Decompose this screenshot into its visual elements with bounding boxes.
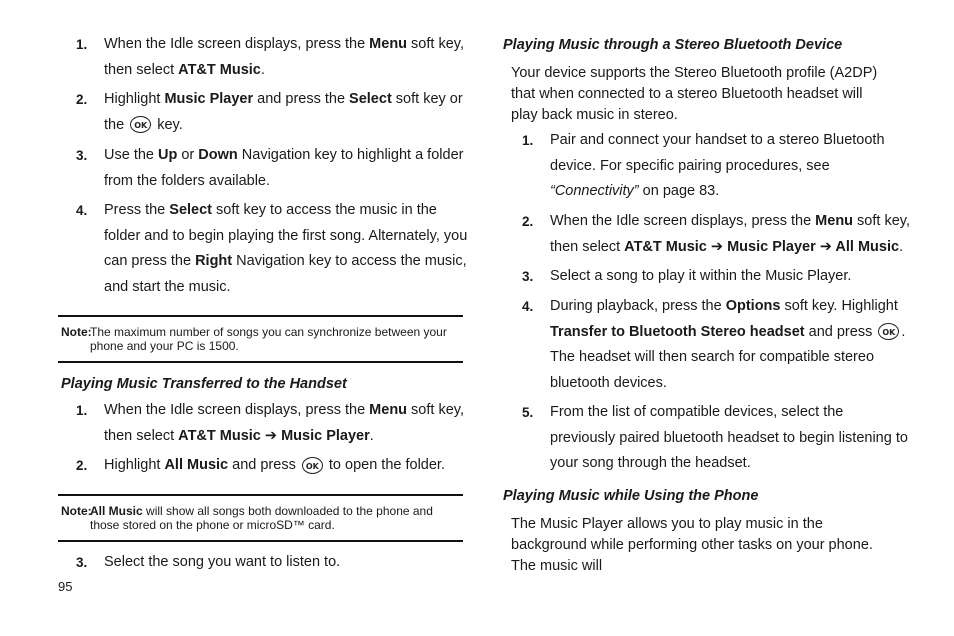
text-run: From the list of compatible devices, select the previously paired bluetooth headset to begin listening to your song through the headset.	[550, 404, 908, 471]
note-text: The maximum number of songs you can synchronize between your phone and your PC is 1500.	[90, 325, 447, 353]
text-run: and press the	[253, 91, 350, 107]
step-number: 1.	[522, 133, 534, 148]
ok-key-icon: OK	[130, 116, 151, 133]
text-run: to open the folder.	[324, 457, 445, 473]
text-run: Navigation key to access the music, and start the music.	[104, 253, 467, 295]
page-number: 95	[58, 579, 73, 594]
step-text	[104, 198, 469, 300]
step-number: 5.	[522, 405, 534, 420]
intro-paragraph: Your device supports the Stereo Bluetooth profile (A2DP) that when connected to a stereo Bluetooth headset will play back music in stereo.	[511, 65, 878, 123]
step-text	[104, 550, 469, 576]
key-term: All Music	[164, 457, 229, 473]
ok-key-icon: OK	[302, 457, 323, 474]
text-run: Use the	[104, 147, 158, 163]
text-run: Highlight	[104, 91, 165, 107]
step-number: 3.	[76, 148, 88, 163]
key-term: Options	[725, 298, 781, 314]
text-run: soft key or the	[104, 91, 463, 133]
step-number: 1.	[76, 403, 88, 418]
step-number: 1.	[76, 37, 88, 52]
text-run: soft key, then select	[104, 36, 464, 78]
key-term: Right	[195, 253, 233, 269]
ok-key-icon: OK	[878, 323, 899, 340]
text-run: Press the	[104, 202, 170, 218]
text-run: When the Idle screen displays, press the	[550, 213, 816, 229]
note-label: Note:	[61, 504, 92, 518]
key-term: AT&T Music ➔ Music Player	[178, 427, 370, 444]
key-term: Select	[169, 202, 213, 218]
step-number: 2.	[522, 214, 534, 229]
text-run: Highlight	[104, 457, 165, 473]
text-run: and press	[804, 323, 877, 340]
text-run: soft key. Highlight	[780, 298, 898, 314]
key-term: Menu	[815, 213, 854, 229]
key-term: AT&T Music ➔ Music Player ➔ All Music	[624, 238, 900, 255]
step-text	[104, 143, 469, 194]
text-run: or	[177, 147, 199, 163]
text-run: .	[899, 238, 904, 255]
section-heading-while-phone: Playing Music while Using the Phone	[503, 488, 759, 504]
step-number: 3.	[522, 269, 534, 284]
key-term: Transfer to Bluetooth Stereo headset	[550, 323, 805, 340]
key-term: Menu	[369, 36, 408, 52]
outro-paragraph: The Music Player allows you to play music in the background while performing other tasks on your phone. The music will	[511, 516, 873, 574]
text-run: Select the song you want to listen to.	[104, 554, 341, 570]
key-term: Select	[349, 91, 392, 107]
step-text	[104, 453, 469, 479]
step-text	[550, 400, 912, 477]
key-term: Down	[198, 147, 238, 163]
note-bold-term: All Music	[90, 504, 143, 518]
text-run: Select a song to play it within the Music Player.	[550, 268, 852, 284]
text-run: on page 83.	[638, 183, 720, 199]
key-term: Music Player	[164, 91, 254, 107]
text-run: soft key to access the music in the folder and to begin playing the first song. Alternately, you can press the	[104, 202, 468, 269]
text-run: Pair and connect your handset to a stereo Bluetooth device. For specific pairing procedures, see	[550, 132, 885, 174]
step-text	[550, 264, 912, 290]
step-text	[550, 294, 912, 396]
step-text	[104, 87, 469, 138]
text-run: During playback, press the	[550, 298, 726, 314]
step-text	[104, 398, 469, 449]
step-number: 2.	[76, 92, 88, 107]
section-heading-bluetooth: Playing Music through a Stereo Bluetooth Device	[503, 37, 843, 53]
text-run: soft key, then select	[104, 402, 464, 444]
note-label: Note:	[61, 325, 92, 339]
cross-reference: “Connectivity”	[550, 183, 639, 199]
note-box-all-music	[58, 494, 463, 542]
key-term: Menu	[369, 402, 408, 418]
key-term: AT&T Music	[178, 61, 261, 78]
text-run: When the Idle screen displays, press the	[104, 402, 370, 418]
text-run: .	[369, 427, 374, 444]
step-number: 4.	[522, 299, 534, 314]
text-run: soft key, then select	[550, 213, 910, 255]
text-run: When the Idle screen displays, press the	[104, 36, 370, 52]
step-number: 4.	[76, 203, 88, 218]
note-text	[90, 504, 461, 532]
text-run: and press	[228, 457, 300, 473]
section-heading-transferred: Playing Music Transferred to the Handset	[61, 376, 347, 392]
step-number: 3.	[76, 555, 88, 570]
step-text	[104, 32, 469, 83]
text-run: . The headset will then search for compatible stereo bluetooth devices.	[550, 323, 906, 391]
text-run: Navigation key to highlight a folder from the folders available.	[104, 147, 464, 189]
text-run: key.	[153, 116, 183, 133]
step-text	[550, 128, 912, 205]
note-box-max-songs	[58, 315, 463, 363]
note-text-rest: will show all songs both downloaded to the phone and those stored on the phone or microSD™ card.	[90, 504, 433, 532]
text-run: .	[260, 61, 265, 78]
key-term: Up	[158, 147, 178, 163]
step-text	[550, 209, 912, 260]
step-number: 2.	[76, 458, 88, 473]
